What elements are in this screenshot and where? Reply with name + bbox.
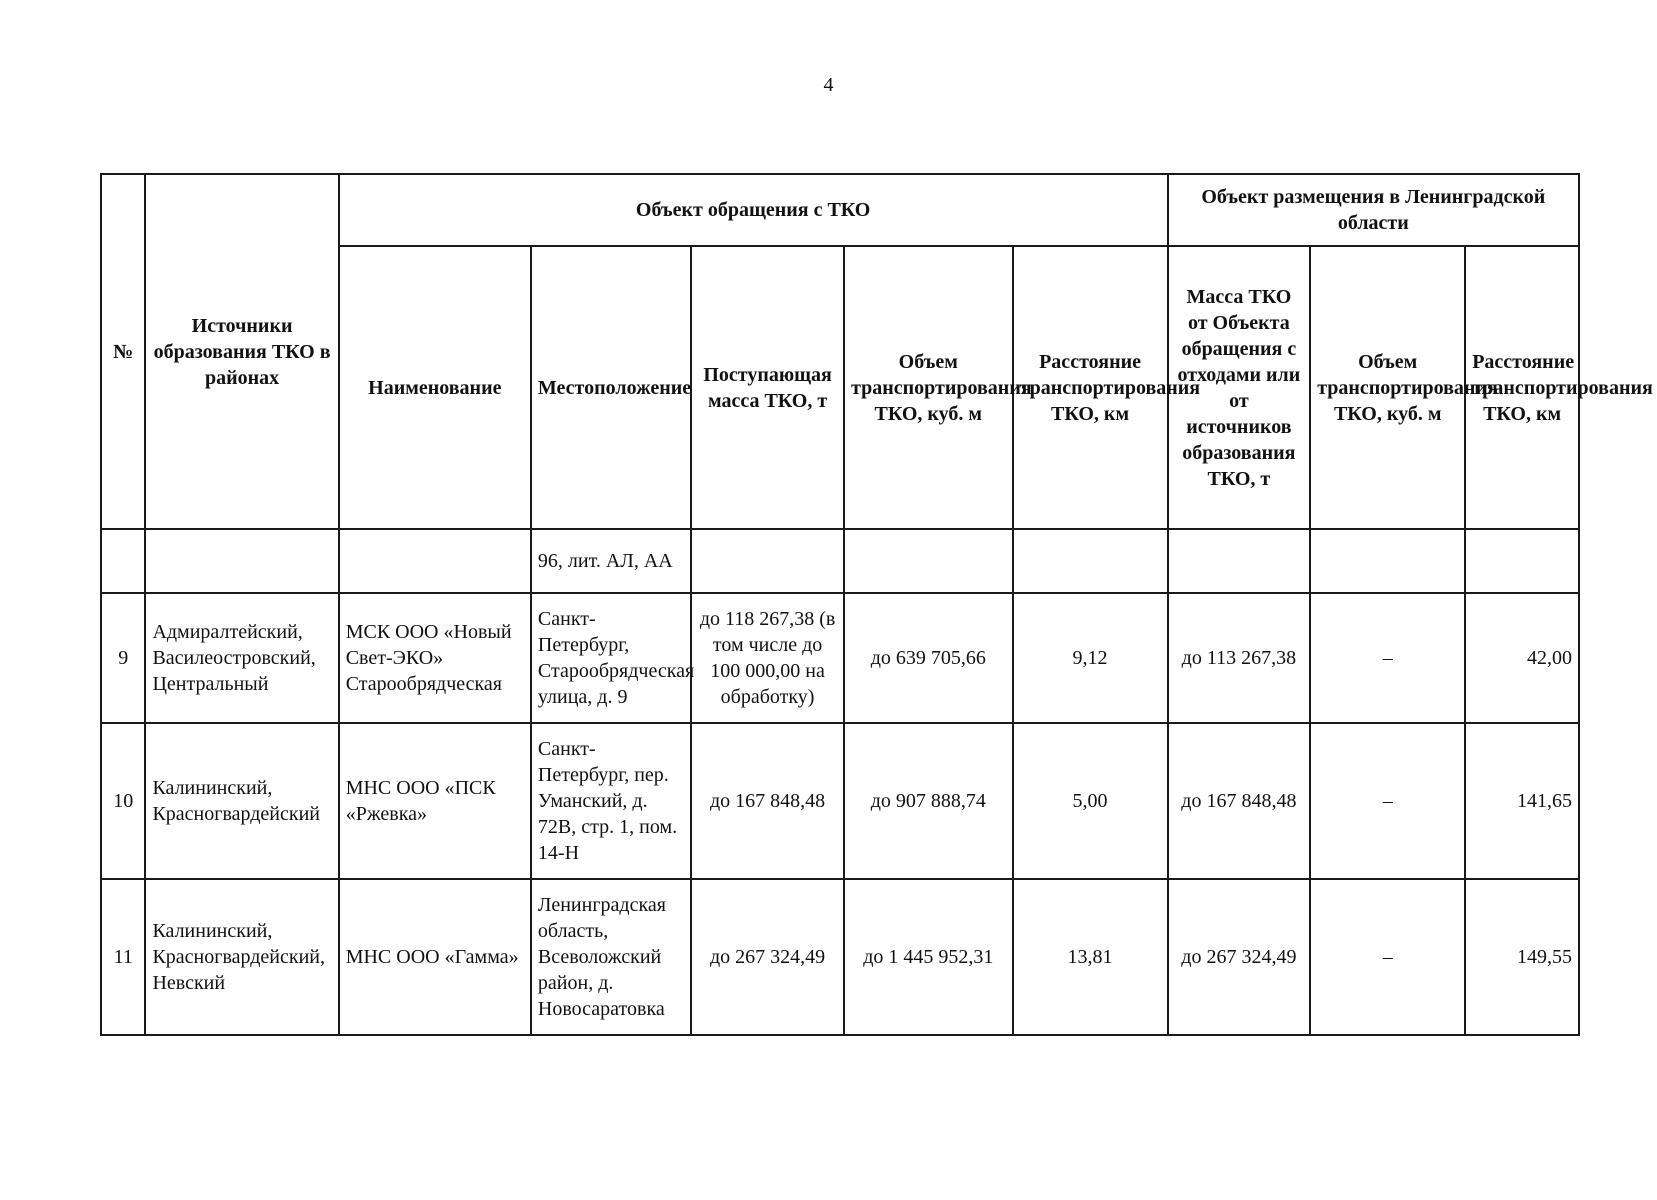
cell-transport-distance: 13,81	[1013, 879, 1168, 1035]
header-group-placement: Объект размещения в Ленинградской области	[1168, 174, 1579, 246]
header-transport-distance: Расстояние транспортирования ТКО, км	[1013, 246, 1168, 529]
header-transport-volume: Объем транспортирования ТКО, куб. м	[844, 246, 1012, 529]
cell-empty	[844, 529, 1012, 593]
cell-placement-mass: до 113 267,38	[1168, 593, 1311, 723]
cell-location: Ленинградская область, Всеволожский район, д. Новосаратовка	[531, 879, 691, 1035]
cell-name: МНС ООО «Гамма»	[339, 879, 531, 1035]
waste-flow-table	[100, 173, 1653, 1036]
cell-placement-mass: до 267 324,49	[1168, 879, 1311, 1035]
header-placement-volume: Объем транспортирования ТКО, куб. м	[1310, 246, 1465, 529]
header-name: Наименование	[339, 246, 531, 529]
header-row-groups	[101, 174, 1579, 246]
cell-location: 96, лит. АЛ, АА	[531, 529, 691, 593]
header-location: Местоположение	[531, 246, 691, 529]
table-row	[101, 593, 1579, 723]
cell-incoming-mass: до 267 324,49	[691, 879, 844, 1035]
header-placement-mass: Масса ТКО от Объекта обращения с отходами или от источников образования ТКО, т	[1168, 246, 1311, 529]
cell-num: 11	[101, 879, 145, 1035]
header-placement-distance: Расстояние транспортирования ТКО, км	[1465, 246, 1579, 529]
cell-placement-volume: –	[1310, 723, 1465, 879]
cell-placement-volume: –	[1310, 879, 1465, 1035]
cell-incoming-mass: до 167 848,48	[691, 723, 844, 879]
cell-empty	[1310, 529, 1465, 593]
cell-sources: Калининский, Красногвардейский	[145, 723, 338, 879]
cell-transport-volume: до 1 445 952,31	[844, 879, 1012, 1035]
cell-empty	[101, 529, 145, 593]
cell-placement-distance: 149,55	[1465, 879, 1579, 1035]
cell-name: МНС ООО «ПСК «Ржевка»	[339, 723, 531, 879]
cell-location: Санкт-Петербург, Старообрядческая улица, д. 9	[531, 593, 691, 723]
table-row-continuation	[101, 529, 1579, 593]
cell-placement-mass: до 167 848,48	[1168, 723, 1311, 879]
cell-sources: Калининский, Красногвардейский, Невский	[145, 879, 338, 1035]
cell-placement-distance: 141,65	[1465, 723, 1579, 879]
cell-empty	[1013, 529, 1168, 593]
cell-placement-volume: –	[1310, 593, 1465, 723]
page-number: 4	[823, 74, 834, 96]
cell-incoming-mass: до 118 267,38 (в том числе до 100 000,00 на обработку)	[691, 593, 844, 723]
cell-transport-distance: 5,00	[1013, 723, 1168, 879]
cell-transport-volume: до 907 888,74	[844, 723, 1012, 879]
cell-name: МСК ООО «Новый Свет-ЭКО» Старообрядческая	[339, 593, 531, 723]
cell-num: 9	[101, 593, 145, 723]
cell-transport-distance: 9,12	[1013, 593, 1168, 723]
cell-num: 10	[101, 723, 145, 879]
header-group-object: Объект обращения с ТКО	[339, 174, 1168, 246]
cell-empty	[1465, 529, 1579, 593]
cell-sources: Адмиралтейский, Василеостровский, Центральный	[145, 593, 338, 723]
cell-empty	[339, 529, 531, 593]
header-incoming-mass: Поступающая масса ТКО, т	[691, 246, 844, 529]
cell-transport-volume: до 639 705,66	[844, 593, 1012, 723]
header-num: №	[101, 174, 145, 529]
table-row	[101, 879, 1579, 1035]
cell-empty	[145, 529, 338, 593]
cell-empty	[691, 529, 844, 593]
cell-location: Санкт-Петербург, пер. Уманский, д. 72В, стр. 1, пом. 14-Н	[531, 723, 691, 879]
cell-empty	[1168, 529, 1311, 593]
cell-placement-distance: 42,00	[1465, 593, 1579, 723]
header-sources: Источники образования ТКО в районах	[145, 174, 338, 529]
table-row	[101, 723, 1579, 879]
